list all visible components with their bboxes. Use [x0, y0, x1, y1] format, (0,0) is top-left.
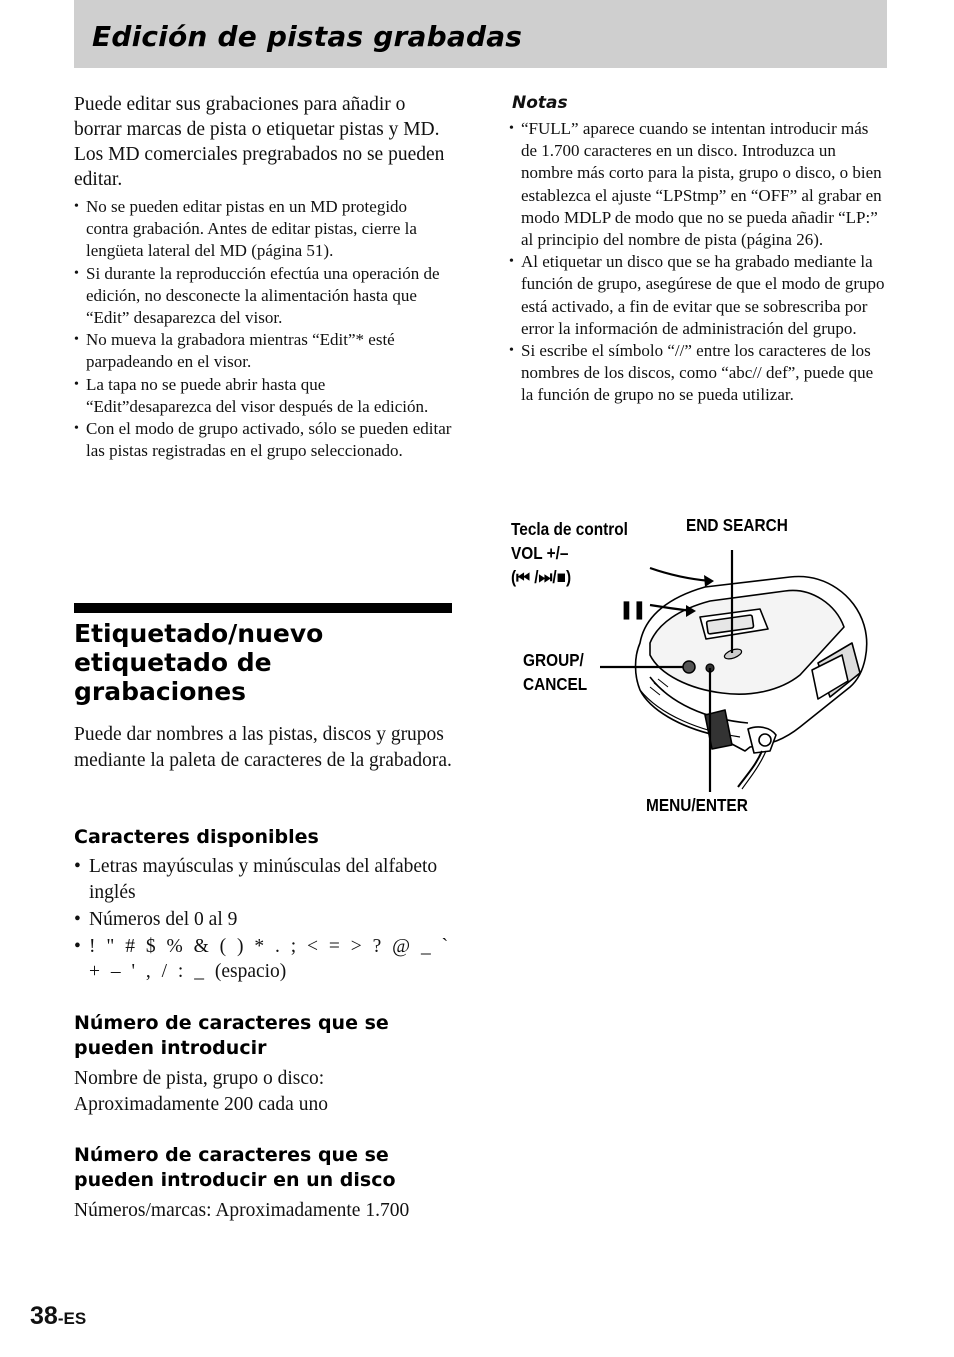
list-item: • La tapa no se puede abrir hasta que “Edit”desaparezca del visor después de la edición. [74, 374, 452, 418]
section-title: Etiquetado/nuevo etiquetado de grabaciones [74, 619, 324, 706]
recorder-illustration [500, 505, 890, 835]
count-body: Nombre de pista, grupo o disco: Aproximadamente 200 cada uno [74, 1068, 328, 1115]
list-item: • Números del 0 al 9 [74, 907, 452, 933]
count-heading: Número de caracteres que se pueden introducir [74, 1012, 389, 1059]
control-key-label-3: (⏮ /⏭/■) [511, 567, 572, 587]
page-header [74, 0, 887, 68]
notes-heading: Notas [512, 93, 568, 113]
end-search-label: END SEARCH [686, 515, 788, 535]
list-item: • No se pueden editar pistas en un MD protegido contra grabación. Antes de editar pistas, cierre la lengüeta lateral del MD (página 51). [74, 196, 452, 263]
list-item: • Si durante la reproducción efectúa una operación de edición, no desconecte la alimentación hasta que “Edit” desaparezca del visor. [74, 263, 452, 330]
list-item: • No mueva la grabadora mientras “Edit”* esté parpadeando en el visor. [74, 329, 452, 373]
section-divider [74, 603, 452, 613]
list-item: • ! " # $ % & ( ) * . ; < = > ? @ _ ` + – ' , / : _ (espacio) [74, 934, 452, 985]
list-item: • Con el modo de grupo activado, sólo se pueden editar las pistas registradas en el grupo seleccionado. [74, 418, 452, 462]
edit-notes-list [74, 196, 452, 462]
page-number-suffix: -ES [57, 1309, 87, 1328]
list-item: • Si escribe el símbolo “//” entre los caracteres de los nombres de los discos, como “abc// def”, puede que la función de grupo no se pueda utilizar. [509, 340, 887, 407]
chars-list [74, 854, 452, 986]
group-label-2: CANCEL [523, 674, 588, 694]
disc-count-heading: Número de caracteres que se pueden introducir en un disco [74, 1144, 396, 1191]
right-column [509, 92, 887, 407]
list-item: • Letras mayúsculas y minúsculas del alfabeto inglés [74, 854, 452, 905]
control-key-label-1: Tecla de control [511, 519, 628, 539]
menu-enter-label: MENU/ENTER [646, 795, 748, 815]
intro-paragraph: Puede editar sus grabaciones para añadir o borrar marcas de pista o etiquetar pistas y MD. Los MD comerciales pregrabados no se pueden editar. [74, 94, 445, 190]
group-label-1: GROUP/ [523, 650, 584, 670]
list-item: • Al etiquetar un disco que se ha grabado mediante la función de grupo, asegúrese de que el modo de grupo está activado, a fin de evitar que se sobrescriba por error la información de administración del grupo. [509, 251, 887, 340]
left-column [74, 92, 452, 1292]
pause-icon: ❚❚ [620, 599, 646, 619]
page-number-value: 38 [30, 1302, 58, 1330]
section-body: Puede dar nombres a las pistas, discos y grupos mediante la paleta de caracteres de la grabadora. [74, 724, 452, 771]
page-number [30, 1302, 86, 1331]
control-key-label-2: VOL +/– [511, 543, 569, 563]
disc-count-body: Números/marcas: Aproximadamente 1.700 [74, 1200, 410, 1221]
notes-list [509, 118, 887, 407]
chars-heading: Caracteres disponibles [74, 826, 319, 848]
page-title: Edición de pistas grabadas [92, 20, 523, 53]
list-item: • “FULL” aparece cuando se intentan introducir más de 1.700 caracteres en un disco. Introduzca un nombre más corto para la pista, grupo o disco, o bien establezca el ajuste “LPStmp” en “OFF” al grabar en modo MDLP de modo que no se pueda añadir “LP:” al principio del nombre de pista (página 26). [509, 118, 887, 251]
group-cancel-button-drawing [683, 661, 695, 673]
